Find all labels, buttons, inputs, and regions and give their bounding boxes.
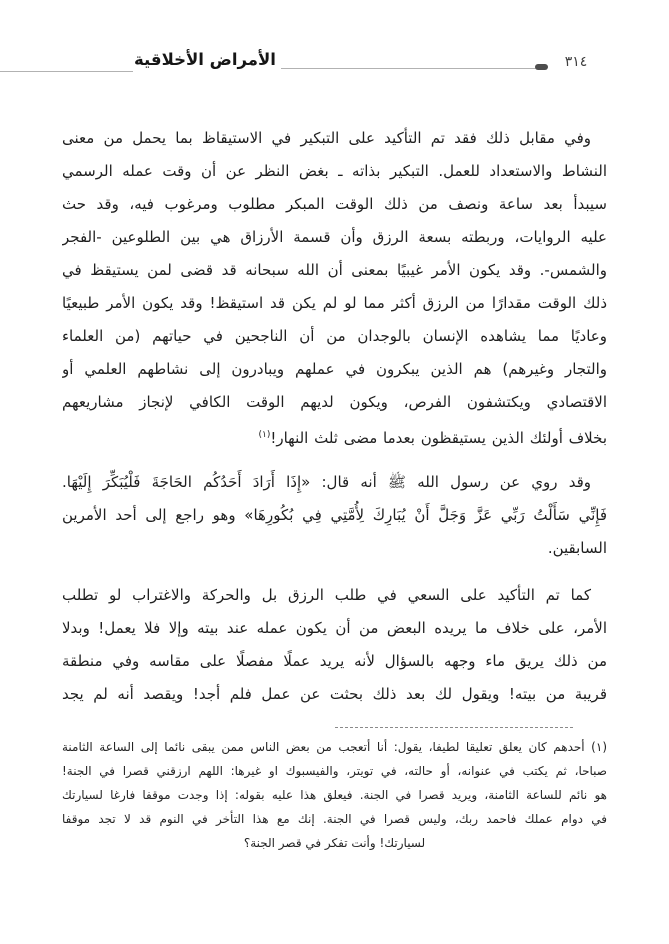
paragraph-line: كما تم التأكيد على السعي في طلب الرزق بل والحركة والاغتراب لو تطلب (62, 586, 591, 604)
page-number-bullet-icon (535, 64, 548, 70)
footnote-line: في دوام عملك فاحمد ربك، وليس قصرا في الجنة. إنك مع هذا التأخر في النوم قد لا تجد موقفا (62, 812, 607, 826)
paragraph-line: النشاط والاستعداد للعمل. التبكير بذاته ـ بغض النظر عن أن وقت عمله الرسمي (62, 162, 607, 180)
footnote-line: لسيارتك! وأنت تفكر في قصر الجنة؟ (243, 836, 426, 850)
paragraph-line-text: بخلاف أولئك الذين يستيقظون بعدما مضى ثلث النهار! (270, 429, 607, 447)
paragraph-line: عليه الروايات، وربطته بسعة الرزق وأن قسمة الأرزاق هي بين الطلوعين -الفجر (62, 228, 607, 246)
paragraph-line: ذلك الوقت مقدارًا من الرزق أكثر مما لو لم يكن قد استيقظ! وقد يكون الأمر طبيعيًا (62, 294, 607, 312)
paragraph-line: الاقتصادي ويكتشفون الفرص، ويكون لديهم الوقت الكافي لإنجاز مشاريعهم (62, 393, 607, 411)
hadith-line: السابقين. (547, 539, 607, 557)
hadith-line: وقد روي عن رسول الله ﷺ أنه قال: «إِذَا أَرَادَ أَحَدُكُم الحَاجَةَ فَلْيُبَكِّرَ إِلَيْهَا. (62, 473, 591, 491)
paragraph-2-hadith (62, 466, 607, 565)
footnote-separator (335, 727, 573, 728)
header-rule-right (281, 68, 537, 69)
chapter-title: الأمراض الأخلاقية (134, 50, 276, 69)
footnote-line: (١) أحدهم كان يعلق تعليقا لطيفا، يقول: أنا أتعجب من بعض الناس ممن يبقى نائما إلى الساعة الثامنة (62, 740, 607, 754)
paragraph-line: الأمر، على خلاف ما يريده البعض من أن يكون عمله عند بيته وإلا فلا يعمل! وبدلا (62, 619, 607, 637)
paragraph-line (62, 419, 607, 452)
paragraph-line: وعاديًا مما يشاهده الإنسان بالوجدان من أن الناجحين في حياتهم (من العلماء (62, 327, 607, 345)
footnote-line: هو نائم للساعة الثامنة، ويريد قصرا في الجنة. فيعلق هذا عليه بقوله: إذا وجدت موقفا فارغا لسيارتك (62, 788, 607, 802)
footnote-block (62, 735, 607, 855)
footnote-line: صباحا، ثم يكتب في عنوانه، أو حالته، في تويتر، والفيسبوك او غيرها: اللهم ارزقني قصرا في الجنة! (62, 764, 607, 778)
page-number: ٣١٤ (564, 54, 588, 70)
paragraph-1 (62, 122, 607, 452)
paragraph-3 (62, 579, 607, 711)
paragraph-line: وفي مقابل ذلك فقد تم التأكيد على التبكير في الاستيقاظ بما يحمل من معنى (62, 129, 591, 147)
paragraph-line: قريبة من بيته! ويقول لك بعد ذلك بحثت عن عمل فلم أجد! ويقصد أنه لم يجد (62, 685, 607, 703)
hadith-line: فَإِنِّي سَأَلْتُ رَبِّي عَزَّ وَجَلَّ أَنْ يُبَارِكَ لِأُمَّتِي فِي بُكُورِهَا» وهو راجع إلى أحد الأمرين (62, 506, 607, 524)
paragraph-line: من ذلك يريق ماء وجهه بالسؤال لأنه يريد عملًا مفصلًا على مقاسه وفي منطقة (62, 652, 607, 670)
paragraph-line: والشمس-. وقد يكون الأمر غيبيًا بمعنى أن الله سبحانه قد قضى لمن يستيقظ في (62, 261, 607, 279)
paragraph-line: سيبدأ بعد ساعة ونصف من ذلك الوقت المبكر مطلوب ومرغوب فيه، وقد حث (62, 195, 607, 213)
paragraph-line: والتجار وغيرهم) هم الذين يبكرون في عملهم ويبادرون إلى نشاطهم العلمي أو (62, 360, 607, 378)
footnote-reference: (١) (258, 430, 271, 440)
header-rule-left (0, 71, 133, 72)
body-text (62, 122, 607, 711)
